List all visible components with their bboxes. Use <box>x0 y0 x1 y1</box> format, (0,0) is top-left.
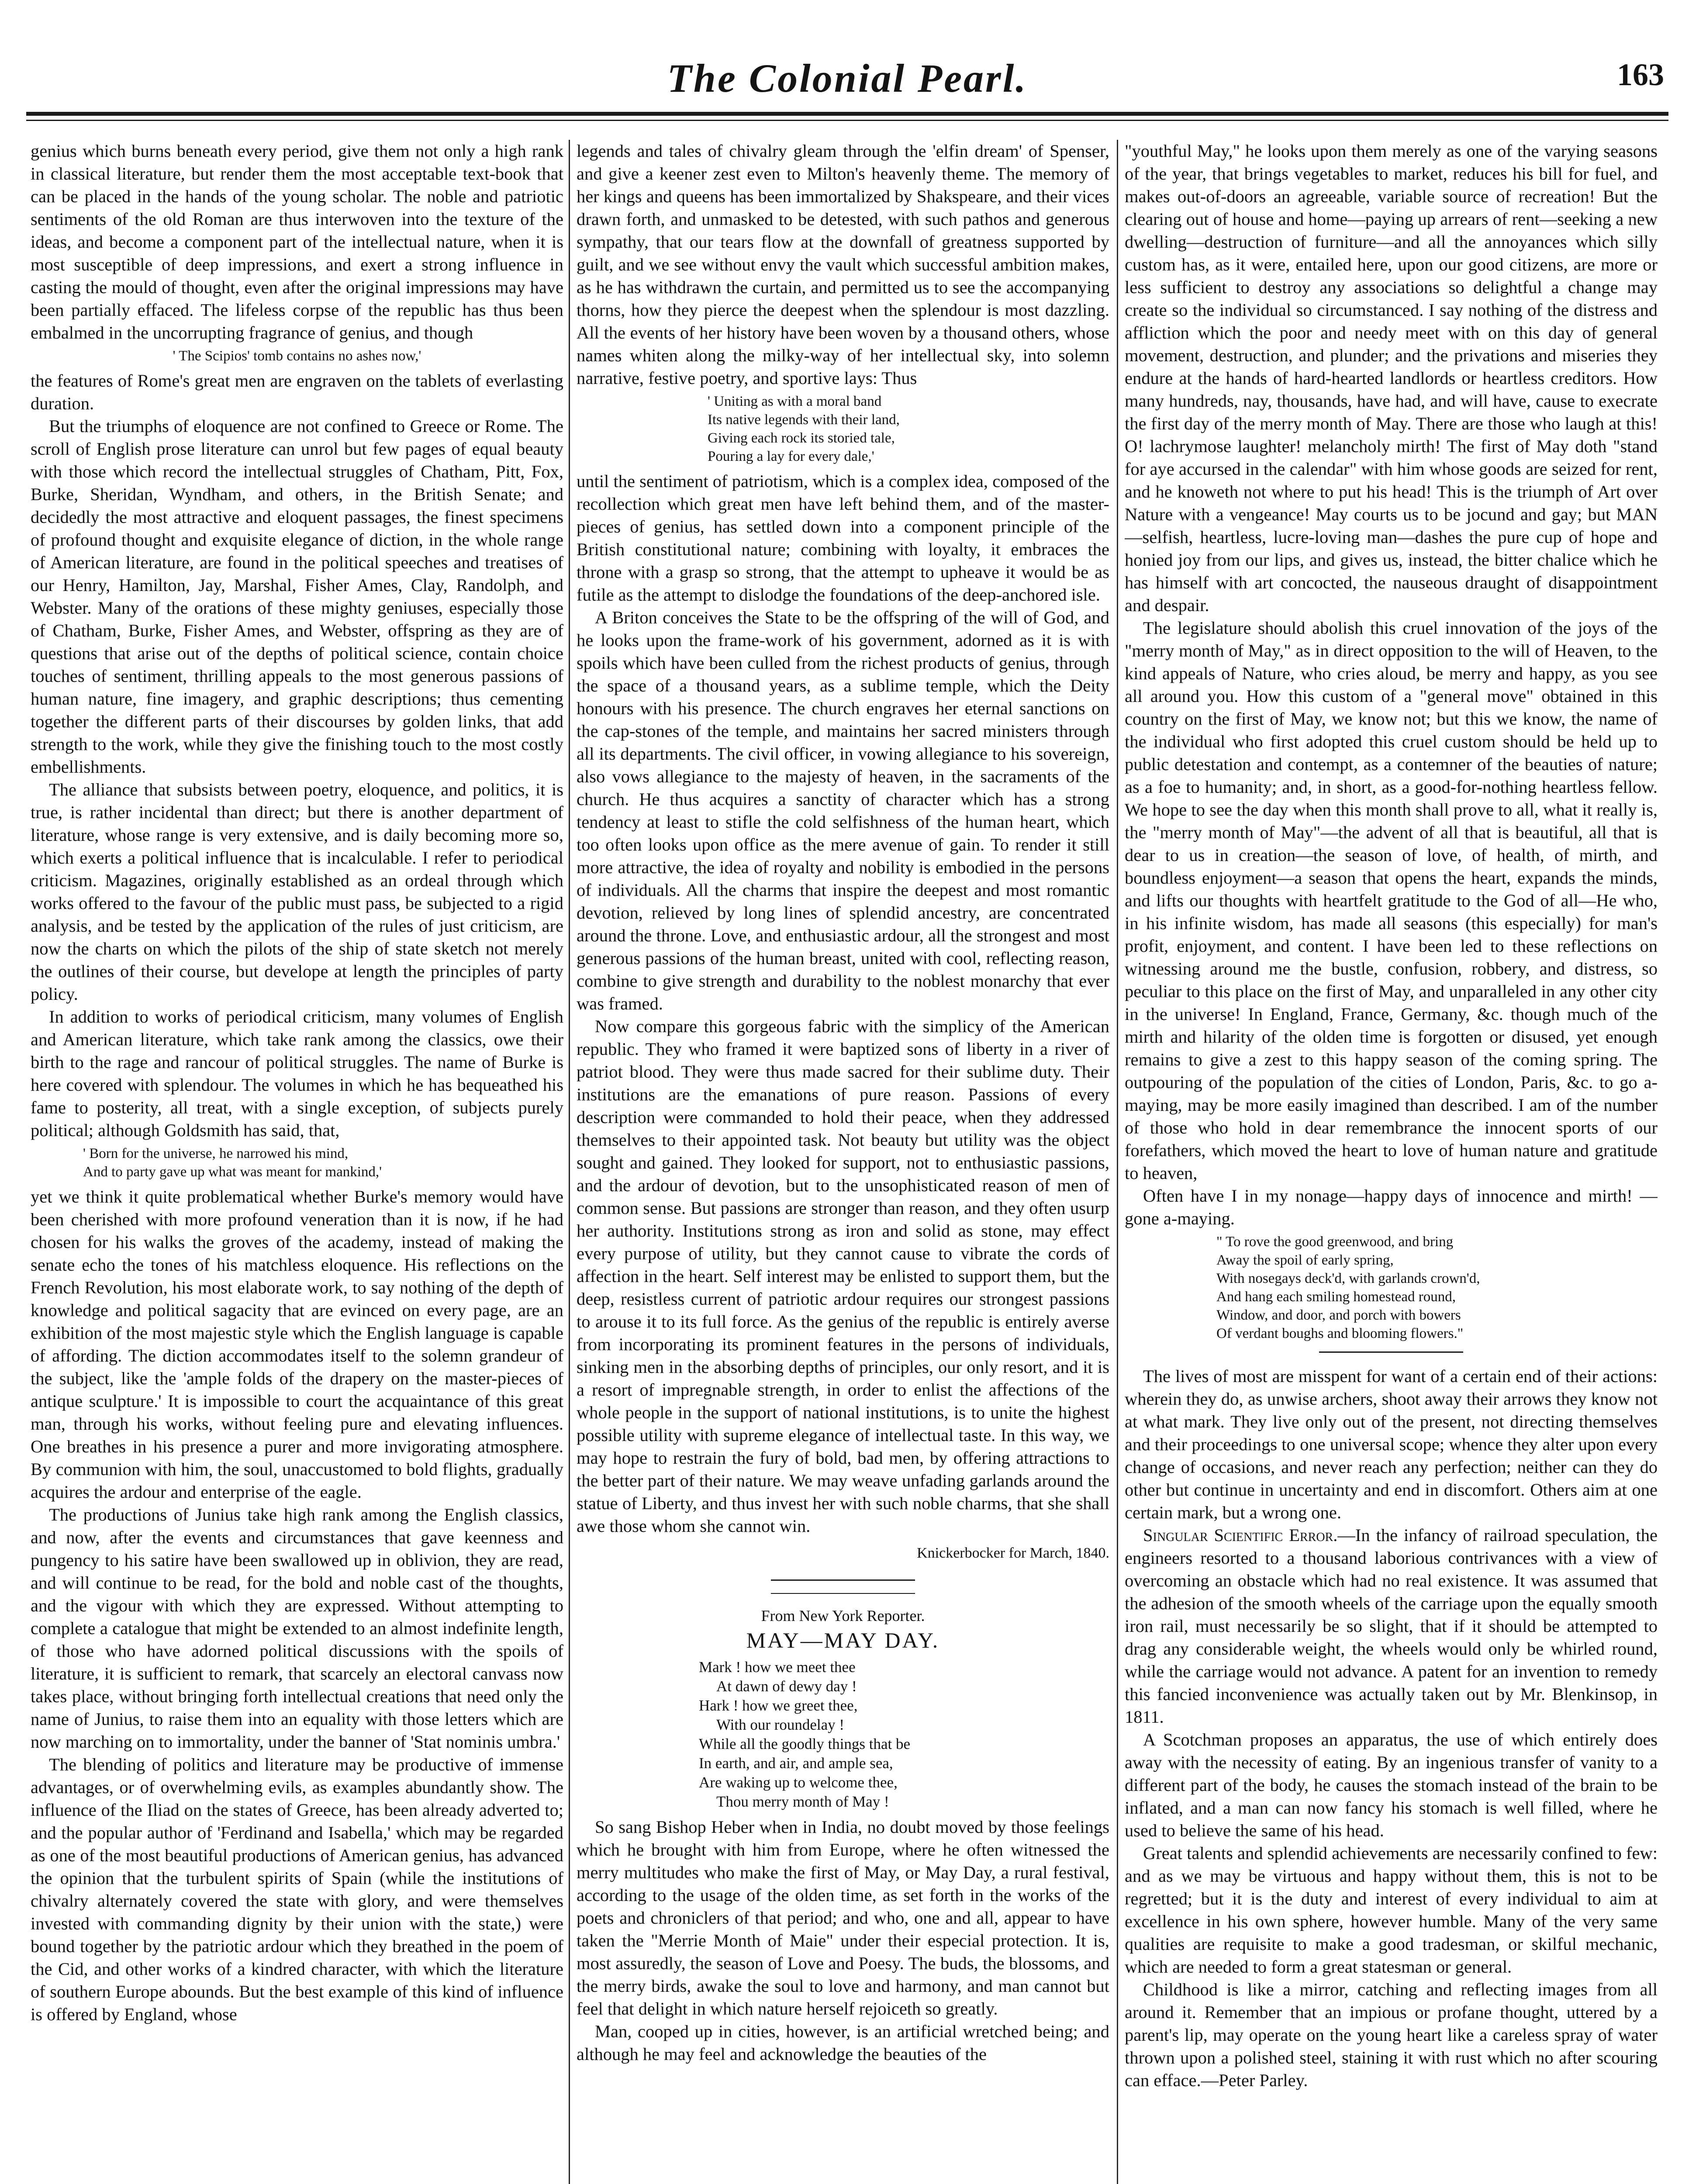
paragraph: A Scotchman proposes an apparatus, the use of which entirely does away with the necessity of eating. By an ingenious transfer of vanity to a different part of the body, he causes the stomach instead of the brain to be inflated, and a man can now fancy his stomach is well filled, where he used to believe the same of his head. <box>1125 1730 1658 1840</box>
masthead-rule-thin <box>26 120 1668 121</box>
verse-line: Giving each rock its storied tale, <box>708 430 895 446</box>
poem-line: In earth, and air, and ample sea, <box>699 1755 893 1772</box>
poem <box>577 1658 1109 1811</box>
verse-line: ' Uniting as with a moral band <box>708 394 882 409</box>
article-credit: Knickerbocker for March, 1840. <box>917 1545 1109 1561</box>
paragraph: until the sentiment of patriotism, which is a complex idea, composed of the recollection which great men have left behind them, and of the master-pieces of genius, has settled down into a component principle of the British constitutional nature; combining with loyalty, it embraces the throne with a grasp so strong, that the attempt to upheave it would be as futile as the attempt to dislodge the foundations of the deep-anchored isle. <box>577 471 1109 605</box>
paragraph: The legislature should abolish this cruel innovation of the joys of the "merry month of May," as in direct opposition to the will of Heaven, to the kind appeals of Nature, who cries aloud, be merry and happy, as you see all around you. How this custom of a "general move" obtained in this country on the first of May, we know not; but this we know, the name of the individual who first adopted this cruel custom should be held up to public detestation and contempt, as a contemner of the beauties of nature; as a foe to humanity; and, in short, as a good-for-nothing heartless fellow. We hope to see the day when this month shall prove to all, what it really is, the "merry month of May"—the advent of all that is beautiful, all that is dear to us in creation—the season of love, of health, of mirth, and boundless enjoyment—a season that opens the heart, expands the minds, and lifts our thoughts with heartfelt gratitude to the God of all—He who, in his infinite wisdom, has made all seasons (this especially) for man's profit, enjoyment, and content. I have been led to these reflections on witnessing around me the bustle, confusion, robbery, and distress, so peculiar to this place on the first of May, and unparalleled in any other city in the universe! In England, France, Germany, &c. though much of the mirth and hilarity of the olden time is forgotten or disused, yet enough remains to give a zest to this happy season of the coming spring. The outpouring of the population of the cities of London, Paris, &c. to go a-maying, may be more easily imagined than described. I am of the number of those who hold in dear remembrance the innocent sports of our forefathers, which moved the heart to love of human nature and gratitude to heaven, <box>1125 618 1658 1183</box>
poem-line: At dawn of dewy day ! <box>716 1678 857 1695</box>
verse-line: Pouring a lay for every dale,' <box>708 449 874 464</box>
verse-line: Of verdant boughs and blooming flowers." <box>1216 1326 1464 1341</box>
column-2 <box>577 140 1109 2184</box>
verse-line: Its native legends with their land, <box>708 412 900 428</box>
paragraph: So sang Bishop Heber when in India, no doubt moved by those feelings which he brought with him from Europe, where he often witnessed the merry multitudes who make the first of May, or May Day, a rural festival, according to the usage of the olden time, as set forth in the works of the poets and chroniclers of that period; and who, one and all, appear to have taken the "Merrie Month of Maie" under their especial protection. It is, most assuredly, the season of Love and Poesy. The buds, the blossoms, and the merry birds, awake the soul to love and harmony, and man cannot but feel that delight in which nature herself rejoiceth so greatly. <box>577 1817 1109 2018</box>
quotation <box>31 347 563 365</box>
paragraph: In addition to works of periodical criticism, many volumes of English and American literature, which take rank among the classics, owe their birth to the rage and rancour of political struggles. The name of Burke is here covered with splendour. The volumes in which he has bequeathed his fame to posterity, all treat, with a single exception, of subjects purely political; although Goldsmith has said, that, <box>31 1007 563 1140</box>
quotation-line: ' The Scipios' tomb contains no ashes now,' <box>173 348 421 364</box>
paragraph: yet we think it quite problematical whether Burke's memory would have been cherished with more profound veneration than it is now, if he had chosen for his walks the groves of the academy, instead of making the senate echo the tones of his matchless eloquence. His reflections on the French Revolution, his most elaborate work, to say nothing of the depth of knowledge and political sagacity that are evinced on every page, are an exhibition of the most majestic style which the English language is capable of affording. The diction accommodates itself to the solemn grandeur of the subject, like the 'ample folds of the drapery on the master-pieces of antique sculpture.' It is impossible to court the acquaintance of this great man, through his works, without feeling pure and elevating influences. One breathes in his presence a purer and more invigorating atmosphere. By communion with him, the soul, unaccustomed to bold flights, gradually acquires the ardour and enterprise of the eagle. <box>31 1187 563 1502</box>
column-divider <box>1117 140 1118 2184</box>
article-source: From New York Reporter. <box>761 1607 925 1624</box>
paragraph: The productions of Junius take high rank among the English classics, and now, after the events and circumstances that gave keenness and pungency to his satire have been swallowed up in oblivion, they are read, and will continue to be read, for the bold and noble cast of the thoughts, and the vigour with which they are expressed. Without attempting to complete a catalogue that might be extended to an almost indefinite length, of those who have adorned political discussions with the spoils of literature, it is sufficient to remark, that scarcely an electoral canvass now takes place, without bringing forth intellectual creations that need only the name of Junius, to raise them into an equality with those letters which are now marching on to immortality, under the banner of 'Stat nominis umbra.' <box>31 1505 563 1752</box>
paragraph: Often have I in my nonage—happy days of innocence and mirth! —gone a-maying. <box>1125 1186 1658 1228</box>
verse <box>1125 1233 1658 1343</box>
paragraph: The alliance that subsists between poetry, eloquence, and politics, it is true, is rather incidental than direct; but there is another department of literature, whose range is very extensive, and is daily becoming more so, which exerts a political influence that is incalculable. I refer to periodical criticism. Magazines, originally established as an ordeal through which works offered to the favour of the public must pass, be subjected to a rigid analysis, and be tested by the application of the rules of just criticism, are now the charts on which the pilots of the ship of state sketch not merely the outlines of their course, but develope at length the principles of party policy. <box>31 780 563 1004</box>
article-title: MAY—MAY DAY. <box>746 1628 940 1652</box>
paragraph: Great talents and splendid achievements are necessarily confined to few: and as we may be virtuous and happy without them, this is not to be regretted; but it is the duty and interest of every individual to aim at excellence in his own sphere, however humble. Many of the very same qualities are requisite to make a good tradesman, or skilful mechanic, which are needed to form a great statesman or general. <box>1125 1843 1658 1977</box>
verse-line: With nosegays deck'd, with garlands crown'd, <box>1216 1271 1480 1286</box>
paragraph: Childhood is like a mirror, catching and reflecting images from all around it. Remember that an impious or profane thought, uttered by a parent's lip, may operate on the young heart like a careless spray of water thrown upon a polished steel, staining it with rust which no after scouring can efface.—Peter Parley. <box>1125 1980 1658 2090</box>
poem-line: While all the goodly things that be <box>699 1735 911 1752</box>
verse <box>577 392 1109 466</box>
paragraph: "youthful May," he looks upon them merely as one of the varying seasons of the year, that brings vegetables to market, reduces his bill for fuel, and makes out-of-doors an agreeable, variable source of recreation! But the clearing out of house and home—paying up arrears of rent—seeking a new dwelling—destruction of furniture—and all the annoyances which silly custom has, as it were, entailed here, upon our good citizens, are more or less sufficient to destroy any associations so delightful a change may create so the individual so circumstanced. I say nothing of the distress and affliction which the poor and needy meet with on this day of general movement, destruction, and plunder; and the privations and miseries they endure at the hands of hard-hearted landlords or heartless creditors. How many hundreds, nay, thousands, have had, and will have, cause to execrate the first day of the merry month of May. There are those who laugh at this! O! lachrymose laughter! melancholy mirth! The first of May doth "stand for aye accursed in the calendar" with him whose goods are seized for rent, and he knoweth not where to put his head! This is the triumph of Art over Nature with a vengeance! May courts us to be jocund and gay; but MAN—selfish, heartless, lucre-loving man—dashes the pure cup of hope and honied joy from our lips, and gives us, instead, the bitter chalice which he has himself with art concocted, the nauseous draught of disappointment and despair. <box>1125 141 1658 615</box>
paragraph: The blending of politics and literature may be productive of immense advantages, or of overwhelming evils, as examples abundantly show. The influence of the Iliad on the states of Greece, has been already adverted to; and the popular author of 'Ferdinand and Isabella,' which may be regarded as one of the most beautiful productions of American genius, has advanced the opinion that the turbulent spirits of Spain (while the institutions of chivalry alternately covered the state with glory, and were themselves invested with commanding dignity by their union with the state,) were bound together by the patriotic ardour which they breathed in the poem of the Cid, and other works of a kindred character, with which the literature of southern Europe abounds. But the best example of this kind of influence is offered by England, whose <box>31 1755 563 2024</box>
paragraph-body: —In the infancy of railroad speculation, the engineers resorted to a thousand laborious contrivances with a view of overcoming an obstacle which had no real existence. It was assumed that the adhesion of the smooth wheels of the carriage upon the equally smooth iron rail, must necessarily be so slight, that if it should be attempted to drag any considerable weight, the wheels would only be whirled round, while the carriage would not advance. A patent for an invention to remedy this fancied inconvenience was actually taken out by Mr. Blenkinsop, in 1811. <box>1125 1525 1658 1727</box>
quotation-line: And to party gave up what was meant for mankind,' <box>83 1164 382 1180</box>
paragraph <box>1125 1524 1658 1728</box>
masthead <box>26 52 1668 135</box>
paragraph: The lives of most are misspent for want of a certain end of their actions: wherein they do, as unwise archers, shoot away their arrows they know not at what mark. They live only out of the present, not directing themselves and their proceedings to one universal scope; whence they alter upon every change of occasions, and never reach any perfection; neither can they do other but continue in uncertainty and end in discomfort. Others aim at one certain mark, but a wrong one. <box>1125 1366 1658 1522</box>
quotation-line: ' Born for the universe, he narrowed his mind, <box>83 1146 349 1161</box>
page-number: 163 <box>1617 57 1664 92</box>
section-separator <box>771 1579 915 1581</box>
paragraph: Man, cooped up in cities, however, is an artificial wretched being; and although he may feel and acknowledge the beauties of the <box>577 2022 1109 2064</box>
poem-line: Thou merry month of May ! <box>716 1793 889 1810</box>
section-separator <box>1319 1351 1463 1353</box>
paragraph: genius which burns beneath every period, give them not only a high rank in classical literature, but render them the most acceptable text-book that can be placed in the hands of the young scholar. The noble and patriotic sentiments of the old Roman are thus interwoven into the texture of the ideas, and become a component part of the intellectual nature, when it is most susceptible of deep impressions, and exert a strong influence in casting the mould of thought, even after the original impressions may have been partially effaced. The lifeless corpse of the republic has thus been embalmed in the uncorrupting fragrance of genius, and though <box>31 141 563 342</box>
verse-line: " To rove the good greenwood, and bring <box>1216 1234 1454 1250</box>
column-1 <box>31 140 563 2184</box>
poem-line: Hark ! how we greet thee, <box>699 1697 858 1714</box>
paragraph: legends and tales of chivalry gleam through the 'elfin dream' of Spenser, and give a keener zest even to Milton's heavenly theme. The memory of her kings and queens has been immortalized by Shakspeare, and their vices drawn forth, and unmasked to be detested, with such pathos and generous sympathy, that our tears flow at the downfall of greatness supported by guilt, and we see without envy the vault which successful ambition makes, as he has withdrawn the curtain, and permitted us to see the accompanying thorns, how they pierce the deepest when the splendour is most dazzling. All the events of her history have been woven by a thousand others, whose names whiten along the milky-way of her intellectual sky, into solemn narrative, festive poetry, and sportive lays: Thus <box>577 141 1109 388</box>
paragraph: A Briton conceives the State to be the offspring of the will of God, and he looks upon the frame-work of his government, adorned as it is with spoils which have been culled from the richest products of genius, through the space of a thousand years, as a sublime temple, which the Deity honours with his presence. The church engraves her eternal sanctions on the cap-stones of the temple, and maintains her sacred ministers through all its departments. The civil officer, in vowing allegiance to his sovereign, also vows allegiance to the majesty of heaven, in the sacraments of the church. He thus acquires a sanctity of character which has a strong tendency at least to stifle the cold selfishness of the human heart, which too often looks upon office as the mere avenue of gain. To render it still more attractive, the idea of royalty and nobility is embodied in the persons of individuals. All the charms that inspire the deepest and most romantic devotion, relieved by long lines of splendid ancestry, are concentrated around the throne. Love, and enthusiastic ardour, all the strongest and most generous passions of the human breast, united with cool, reflecting reason, combine to give strength and durability to the noblest monarchy that ever was framed. <box>577 608 1109 1013</box>
verse-line: Away the spoil of early spring, <box>1216 1252 1394 1268</box>
column-3 <box>1125 140 1658 2184</box>
poem-line: Mark ! how we meet thee <box>699 1659 856 1676</box>
verse-line: And hang each smiling homestead round, <box>1216 1289 1456 1305</box>
poem-line: Are waking up to welcome thee, <box>699 1774 898 1791</box>
headline: Singular Scientific Error. <box>1143 1525 1338 1545</box>
paragraph: the features of Rome's great men are engraven on the tablets of everlasting duration. <box>31 371 563 413</box>
poem-line: With our roundelay ! <box>716 1716 845 1733</box>
verse-line: Window, and door, and porch with bowers <box>1216 1307 1461 1323</box>
column-divider <box>569 140 570 2184</box>
quotation <box>31 1144 563 1181</box>
paragraph: But the triumphs of eloquence are not confined to Greece or Rome. The scroll of English prose literature can unrol but few pages of equal beauty with those which record the intellectual struggles of Chatham, Pitt, Fox, Burke, Sheridan, Wyndham, and others, in the British Senate; and decidedly the most attractive and eloquent passages, the finest specimens of profound thought and exquisite elegance of diction, in the whole range of American literature, are found in the political speeches and treatises of our Henry, Hamilton, Jay, Marshal, Fisher Ames, Clay, Randolph, and Webster. Many of the orations of these mighty geniuses, especially those of Chatham, Burke, Fisher Ames, and Webster, offspring as they are of questions that arise out of the depths of political science, contain choice touches of sentiment, thrilling appeals to the most generous passions of human nature, fine imagery, and graphic descriptions; thus cementing together the different parts of their discourses by golden links, that add strength to the work, while they give the finishing touch to the most costly embellishments. <box>31 416 563 777</box>
newspaper-title: The Colonial Pearl. <box>667 56 1028 100</box>
masthead-rule-thick <box>26 112 1668 116</box>
section-separator <box>771 1593 915 1594</box>
paragraph: Now compare this gorgeous fabric with the simplicy of the American republic. They who framed it were baptized sons of liberty in a river of patriot blood. They were thus made sacred for their sublime duty. Their institutions are the emanations of pure reason. Passions of every description were commanded to hold their peace, when they addressed themselves to their appointed task. Not beauty but utility was the object sought and gained. They looked for support, not to enthusiastic passions, and the ardour of devotion, but to the unsophisticated reason of men of common sense. But passions are stronger than reason, and they often usurp her authority. Institutions strong as iron and solid as stone, may effect every purpose of utility, but they cannot cause to vibrate the cords of affection in the heart. Self interest may be enlisted to support them, but the deep, resistless current of patriotic ardour requires our strongest passions to arouse it to its full force. As the genius of the republic is entirely averse from incorporating its prominent features in the persons of individuals, sinking men in the absorbing depths of principles, our only resort, and it is a resort of impregnable strength, in order to enlist the affections of the whole people in the support of national institutions, is to unite the highest possible utility with supreme elegance of intellectual taste. In this way, we may hope to restrain the fury of bold, bad men, by offering attractions to the better part of their nature. We may weave unfading garlands around the statue of Liberty, and thus invest her with such noble charms, that she shall awe those whom she cannot win. <box>577 1016 1109 1536</box>
